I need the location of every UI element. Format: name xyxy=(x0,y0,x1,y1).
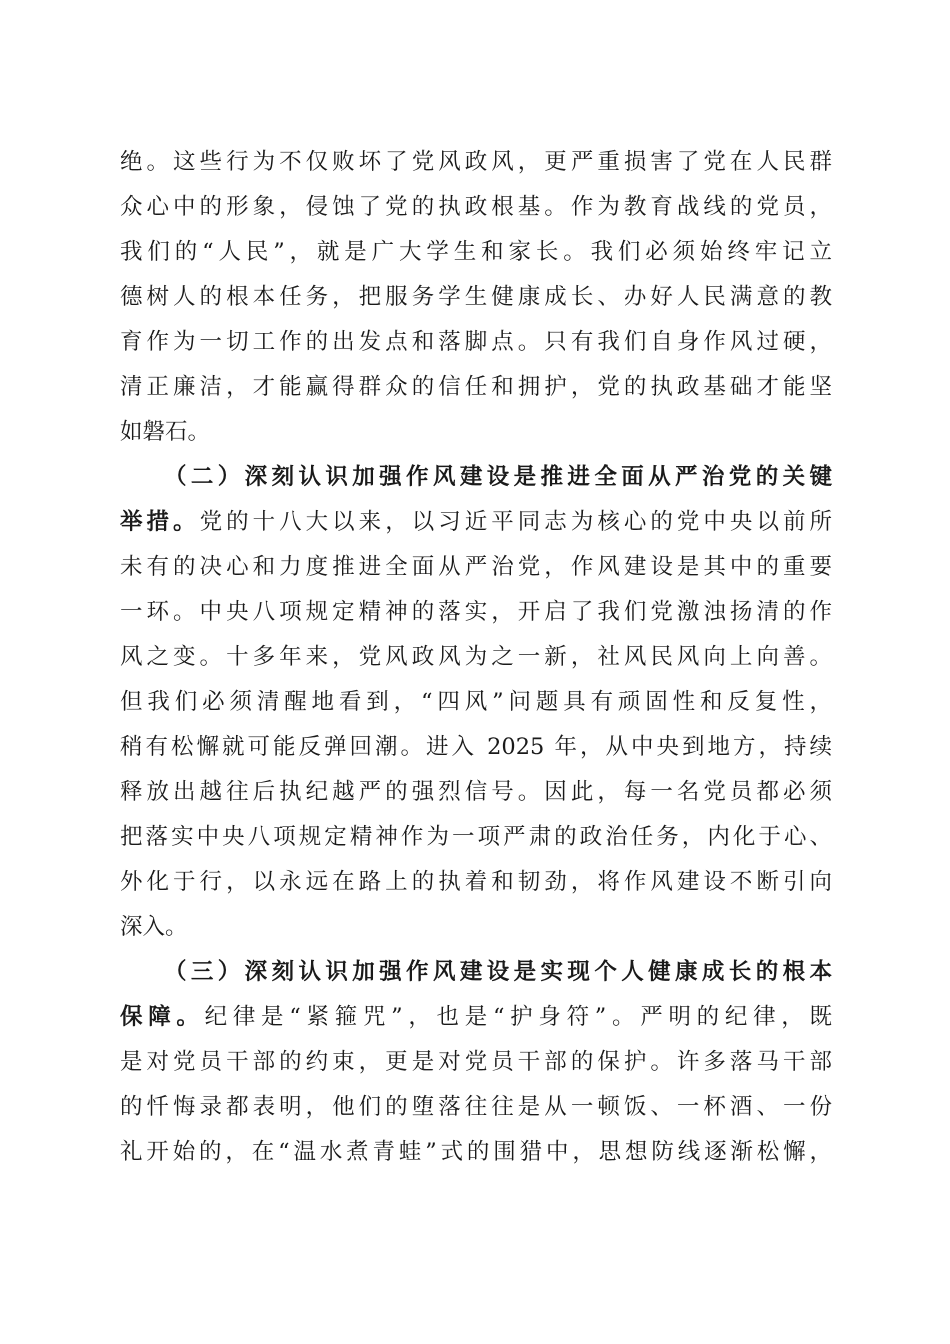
paragraph-line: 清正廉洁，才能赢得群众的信任和拥护，党的执政基础才能坚 xyxy=(120,374,832,400)
paragraph-line: 的忏悔录都表明，他们的堕落往往是从一顿饭、一杯酒、一份 xyxy=(120,1094,832,1120)
paragraph-line: 育作为一切工作的出发点和落脚点。只有我们自身作风过硬， xyxy=(120,329,832,355)
paragraph-line: 礼开始的，在“温水煮青蛙”式的围猎中，思想防线逐渐松懈， xyxy=(120,1139,832,1165)
paragraph-line: 绝。这些行为不仅败坏了党风政风，更严重损害了党在人民群 xyxy=(120,149,832,175)
section-heading-end: 举措。 xyxy=(120,509,200,535)
paragraph-line: 如磐石。 xyxy=(120,419,211,445)
paragraph-line: 深入。 xyxy=(120,914,188,940)
section-heading: （三）深刻认识加强作风建设是实现个人健康成长的根本 xyxy=(164,959,832,985)
paragraph-line: 外化于行，以永远在路上的执着和韧劲，将作风建设不断引向 xyxy=(120,869,832,895)
paragraph-line: 稍有松懈就可能反弹回潮。进入 2025 年，从中央到地方，持续 xyxy=(120,734,832,760)
section-heading-end: 保障。 xyxy=(120,1004,205,1030)
paragraph-line: 德树人的根本任务，把服务学生健康成长、办好人民满意的教 xyxy=(120,284,832,310)
paragraph-line: 把落实中央八项规定精神作为一项严肃的政治任务，内化于心、 xyxy=(120,824,832,850)
paragraph-line: 风之变。十多年来，党风政风为之一新，社风民风向上向善。 xyxy=(120,644,832,670)
paragraph-line: 一环。中央八项规定精神的落实，开启了我们党激浊扬清的作 xyxy=(120,599,832,625)
paragraph-line: 我们的“人民”，就是广大学生和家长。我们必须始终牢记立 xyxy=(120,239,832,265)
paragraph-text: 纪律是“紧箍咒”，也是“护身符”。严明的纪律，既 xyxy=(204,1004,832,1030)
paragraph-line: 众心中的形象，侵蚀了党的执政根基。作为教育战线的党员， xyxy=(120,194,832,220)
paragraph-line: 未有的决心和力度推进全面从严治党，作风建设是其中的重要 xyxy=(120,554,832,580)
paragraph-text: 党的十八大以来，以习近平同志为核心的党中央以前所 xyxy=(199,509,832,535)
paragraph-line: 是对党员干部的约束，更是对党员干部的保护。许多落马干部 xyxy=(120,1049,832,1075)
paragraph-line: 释放出越往后执纪越严的强烈信号。因此，每一名党员都必须 xyxy=(120,779,832,805)
section-heading: （二）深刻认识加强作风建设是推进全面从严治党的关键 xyxy=(164,464,832,490)
paragraph-line xyxy=(120,995,832,1039)
paragraph-line xyxy=(120,500,832,544)
paragraph-line: 但我们必须清醒地看到，“四风”问题具有顽固性和反复性， xyxy=(120,689,832,715)
